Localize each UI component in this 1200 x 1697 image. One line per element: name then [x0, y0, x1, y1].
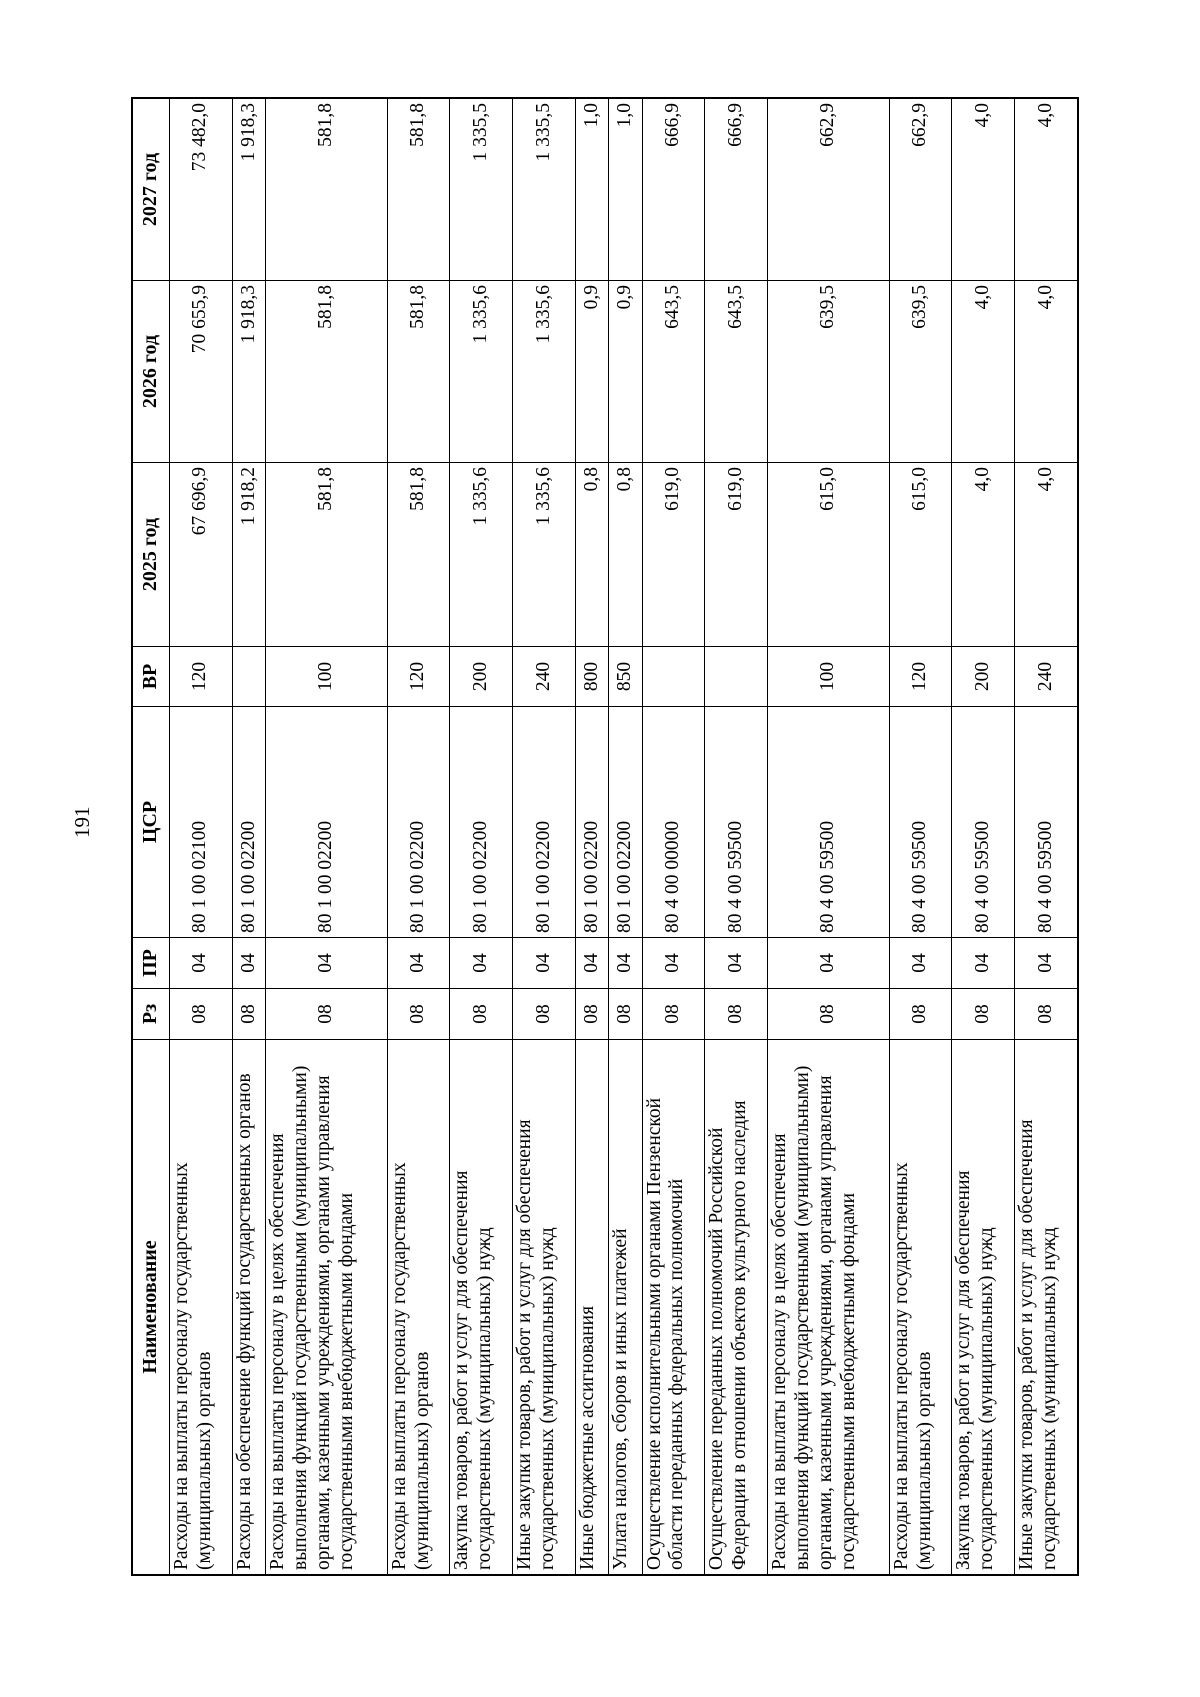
table-row	[575, 99, 608, 1575]
cell-2027: 4,0	[1015, 99, 1078, 281]
cell-csr: 80 1 00 02200	[513, 707, 576, 938]
cell-2026: 70 655,9	[170, 281, 233, 463]
cell-name: Расходы на выплаты персоналу в целях обеспечения выполнения функций государственными (муниципальными) органами, казенными учреждениями, органами управления государственными внебюджетными фондами	[266, 1040, 388, 1575]
cell-csr: 80 4 00 59500	[889, 707, 952, 938]
cell-name: Закупка товаров, работ и услуг для обеспечения государственных (муниципальных) нужд	[450, 1040, 513, 1575]
cell-pr: 04	[387, 938, 450, 989]
header-2025: 2025 год	[133, 463, 170, 647]
cell-name: Расходы на выплаты персоналу государственных (муниципальных) органов	[889, 1040, 952, 1575]
table-row	[952, 99, 1015, 1575]
cell-2025: 615,0	[889, 463, 952, 647]
cell-2025: 1 335,6	[450, 463, 513, 647]
cell-2027: 73 482,0	[170, 99, 233, 281]
cell-2025: 615,0	[768, 463, 890, 647]
cell-2026: 1 918,3	[232, 281, 265, 463]
cell-rz: 08	[450, 989, 513, 1040]
cell-csr: 80 1 00 02200	[387, 707, 450, 938]
cell-2026: 4,0	[1015, 281, 1078, 463]
cell-2027: 4,0	[952, 99, 1015, 281]
cell-vr: 800	[575, 647, 608, 707]
header-name: Наименование	[133, 1040, 170, 1575]
cell-name: Расходы на обеспечение функций государственных органов	[232, 1040, 265, 1575]
cell-2025: 619,0	[705, 463, 768, 647]
cell-2026: 643,5	[705, 281, 768, 463]
cell-pr: 04	[1015, 938, 1078, 989]
cell-rz: 08	[170, 989, 233, 1040]
cell-rz: 08	[952, 989, 1015, 1040]
table-row	[170, 99, 233, 1575]
cell-vr	[705, 647, 768, 707]
cell-pr: 04	[266, 938, 388, 989]
cell-vr: 120	[170, 647, 233, 707]
table-row	[232, 99, 265, 1575]
cell-name: Расходы на выплаты персоналу государственных (муниципальных) органов	[387, 1040, 450, 1575]
cell-rz: 08	[768, 989, 890, 1040]
cell-rz: 08	[266, 989, 388, 1040]
cell-pr: 04	[952, 938, 1015, 989]
cell-pr: 04	[170, 938, 233, 989]
cell-csr: 80 4 00 59500	[952, 707, 1015, 938]
cell-vr: 100	[768, 647, 890, 707]
cell-2027: 666,9	[705, 99, 768, 281]
cell-vr: 100	[266, 647, 388, 707]
cell-pr: 04	[450, 938, 513, 989]
cell-rz: 08	[387, 989, 450, 1040]
cell-2026: 4,0	[952, 281, 1015, 463]
cell-pr: 04	[232, 938, 265, 989]
cell-2025: 4,0	[1015, 463, 1078, 647]
cell-name: Осуществление переданных полномочий Российской Федерации в отношении объектов культурного наследия	[705, 1040, 768, 1575]
cell-2026: 581,8	[387, 281, 450, 463]
table-row	[889, 99, 952, 1575]
table-row	[513, 99, 576, 1575]
cell-csr: 80 4 00 59500	[768, 707, 890, 938]
cell-pr: 04	[513, 938, 576, 989]
cell-name: Осуществление исполнительными органами Пензенской области переданных федеральных полномочий	[642, 1040, 705, 1575]
cell-2025: 0,8	[609, 463, 642, 647]
cell-vr: 240	[513, 647, 576, 707]
cell-2027: 662,9	[768, 99, 890, 281]
cell-2025: 67 696,9	[170, 463, 233, 647]
cell-pr: 04	[609, 938, 642, 989]
cell-name: Уплата налогов, сборов и иных платежей	[609, 1040, 642, 1575]
cell-vr: 200	[450, 647, 513, 707]
cell-name: Закупка товаров, работ и услуг для обеспечения государственных (муниципальных) нужд	[952, 1040, 1015, 1575]
cell-pr: 04	[642, 938, 705, 989]
cell-pr: 04	[889, 938, 952, 989]
cell-2026: 0,9	[575, 281, 608, 463]
cell-rz: 08	[705, 989, 768, 1040]
table-row	[450, 99, 513, 1575]
table-body	[170, 99, 1078, 1575]
cell-2025: 581,8	[266, 463, 388, 647]
cell-2026: 639,5	[889, 281, 952, 463]
cell-name: Иные закупки товаров, работ и услуг для обеспечения государственных (муниципальных) нужд	[513, 1040, 576, 1575]
cell-2026: 1 335,6	[450, 281, 513, 463]
cell-pr: 04	[575, 938, 608, 989]
header-pr: ПР	[133, 938, 170, 989]
cell-csr: 80 1 00 02100	[170, 707, 233, 938]
cell-2027: 1 918,3	[232, 99, 265, 281]
cell-vr	[642, 647, 705, 707]
cell-rz: 08	[609, 989, 642, 1040]
header-2026: 2026 год	[133, 281, 170, 463]
cell-csr: 80 1 00 02200	[266, 707, 388, 938]
cell-name: Расходы на выплаты персоналу государственных (муниципальных) органов	[170, 1040, 233, 1575]
cell-vr: 200	[952, 647, 1015, 707]
cell-pr: 04	[768, 938, 890, 989]
cell-csr: 80 1 00 02200	[450, 707, 513, 938]
cell-vr: 120	[889, 647, 952, 707]
cell-2027: 666,9	[642, 99, 705, 281]
cell-rz: 08	[1015, 989, 1078, 1040]
cell-2027: 581,8	[266, 99, 388, 281]
table-row	[387, 99, 450, 1575]
cell-2025: 619,0	[642, 463, 705, 647]
cell-2027: 1 335,5	[450, 99, 513, 281]
cell-2025: 4,0	[952, 463, 1015, 647]
cell-2027: 1 335,5	[513, 99, 576, 281]
cell-csr: 80 1 00 02200	[609, 707, 642, 938]
cell-2027: 581,8	[387, 99, 450, 281]
cell-2026: 0,9	[609, 281, 642, 463]
cell-2026: 1 335,6	[513, 281, 576, 463]
cell-2027: 1,0	[575, 99, 608, 281]
cell-csr: 80 1 00 02200	[232, 707, 265, 938]
cell-rz: 08	[232, 989, 265, 1040]
page-number: 191	[70, 806, 94, 838]
header-csr: ЦСР	[133, 707, 170, 938]
cell-rz: 08	[889, 989, 952, 1040]
cell-vr: 240	[1015, 647, 1078, 707]
table-row	[1015, 99, 1078, 1575]
cell-name: Иные закупки товаров, работ и услуг для обеспечения государственных (муниципальных) нужд	[1015, 1040, 1078, 1575]
table-row	[642, 99, 705, 1575]
cell-2027: 662,9	[889, 99, 952, 281]
cell-2025: 581,8	[387, 463, 450, 647]
cell-name: Расходы на выплаты персоналу в целях обеспечения выполнения функций государственными (муниципальными) органами, казенными учреждениями, органами управления государственными внебюджетными фондами	[768, 1040, 890, 1575]
cell-2025: 1 335,6	[513, 463, 576, 647]
budget-table	[132, 98, 1078, 1575]
cell-2026: 639,5	[768, 281, 890, 463]
cell-vr: 120	[387, 647, 450, 707]
header-rz: Рз	[133, 989, 170, 1040]
cell-name: Иные бюджетные ассигнования	[575, 1040, 608, 1575]
cell-rz: 08	[575, 989, 608, 1040]
cell-rz: 08	[642, 989, 705, 1040]
header-2027: 2027 год	[133, 99, 170, 281]
cell-csr: 80 4 00 59500	[705, 707, 768, 938]
cell-csr: 80 4 00 00000	[642, 707, 705, 938]
table-header-row	[133, 99, 170, 1575]
cell-vr	[232, 647, 265, 707]
cell-pr: 04	[705, 938, 768, 989]
table-row	[266, 99, 388, 1575]
table-row	[705, 99, 768, 1575]
cell-2025: 0,8	[575, 463, 608, 647]
cell-2027: 1,0	[609, 99, 642, 281]
cell-csr: 80 4 00 59500	[1015, 707, 1078, 938]
header-vr: ВР	[133, 647, 170, 707]
cell-rz: 08	[513, 989, 576, 1040]
cell-2025: 1 918,2	[232, 463, 265, 647]
table-row	[609, 99, 642, 1575]
cell-csr: 80 1 00 02200	[575, 707, 608, 938]
cell-2026: 581,8	[266, 281, 388, 463]
table-row	[768, 99, 890, 1575]
cell-2026: 643,5	[642, 281, 705, 463]
cell-vr: 850	[609, 647, 642, 707]
rotated-table-container	[132, 99, 1078, 1575]
